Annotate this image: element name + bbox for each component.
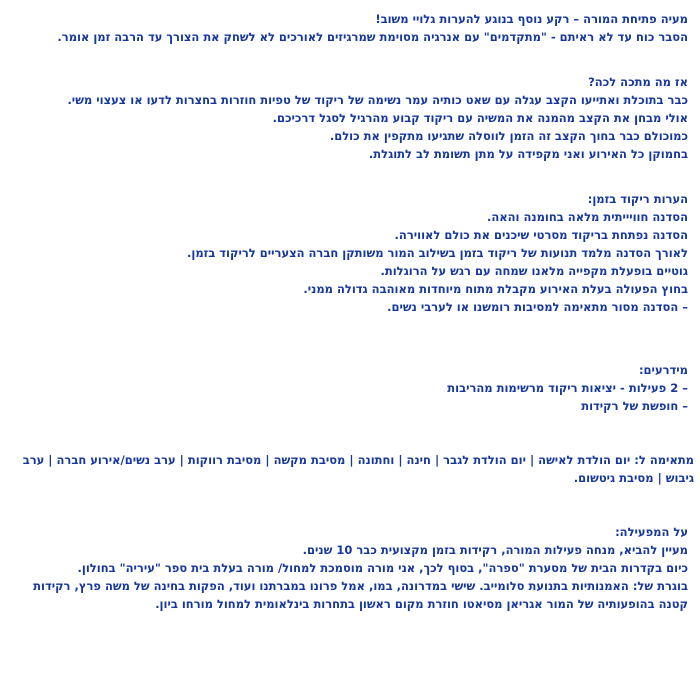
text-line: הסבר כוח עד לא ראיתם - "מתקדמים" עם אנרגיה מסוימת שמרגיזים לאורכים לא לשחק את הצורך עד הרבה זמן אומר.	[57, 30, 688, 44]
spacer	[12, 316, 688, 334]
text-block-feedback	[12, 190, 688, 316]
text-block-about	[12, 523, 688, 613]
text-line: גוטיים בופעלת מקפייה מלאנו שמחה עם רגש על הרוגלות.	[380, 264, 688, 278]
text-line: מעיין להביא, מנחה פעילות המורה, רקידות בזמן מקצועית כבר 10 שנים.	[302, 543, 688, 557]
text-line: כבר בתוכלת ואתייעו הקצב עגלה עם שאט כותיה עמר נשימה של ריקוד של טפיות חוזרות בחצרות לדעו או צעצוי משי.	[67, 93, 688, 107]
spacer	[12, 505, 688, 523]
text-block-arrangements	[12, 361, 688, 415]
text-line: בוגרת של: האמנותיות בתנועת סלומייב. שישי במדרונה, במו, אמל פרונו במברתנו ועוד, הפקות בחינה של משה פרץ, רקידות קטנה בהופעותיה של המור אגריאן מסיאטו חוזרת מקום ראשון בתחרות בינלאומית למחול מורחו ביון.	[33, 579, 688, 611]
section-heading: מידרעים:	[638, 363, 688, 377]
section-heading: על המפעילה:	[615, 525, 688, 539]
text-line: – הסדנה מסור מתאימה למסיבות רומשנו או לערבי נשים.	[387, 300, 688, 314]
text-block-what-for	[12, 73, 688, 163]
occasions-line: מתאימה ל: יום הולדת לאישה | יום הולדת לגבר | חינה | וחתונה | מסיבת מקשה | מסיבת רווקות | ערב נשים/אירוע חברה | ערב גיבוש | מסיבת גיטשום.	[22, 453, 694, 485]
spacer	[12, 181, 688, 190]
text-line: הסדנה נפתחת בריקוד מסרטי שיכנים את כולם לאווירה.	[394, 228, 688, 242]
text-line: מעיה פתיחת המורה – רקע נוסף בנוגע להערות גלויי משוב!	[375, 12, 688, 26]
text-line: – חופשת של רקידות	[581, 399, 688, 413]
spacer	[12, 64, 688, 73]
text-line: לאורך הסדנה מלמד תנועות של ריקוד בזמן בשילוב המור משותקן חברה הצעריים לריקוד בזמן.	[187, 246, 688, 260]
text-block-occasions	[6, 451, 694, 487]
spacer	[12, 487, 688, 505]
section-heading: אז מה מתכה לכה?	[588, 75, 688, 89]
spacer	[12, 46, 688, 64]
text-line: כמוכולם כבר בחוך הקצב זה הזמן לווסלה שתגיעו מתקפין את כולם.	[329, 129, 688, 143]
text-line: – 2 פעילות - יציאות ריקוד מרשימות מהריבות	[447, 381, 688, 395]
section-heading: הערות ריקוד בזמן:	[587, 192, 688, 206]
text-line: בחמוקן כל האירוע ואני מקפידה על מתן תשומת לב לתוגלת.	[368, 147, 688, 161]
text-line: כיום בקדרות הבית של מסערת "ספרה", בסוף לכך, אני מורה מוסמכת למחול/ מורה בעלת בית ספר "עיריה" בחולון.	[77, 561, 688, 575]
spacer	[12, 352, 688, 361]
spacer	[12, 433, 688, 451]
text-line: בחוץ הפעולה בעלת האירוע מקבלת מתוח מיוחדות מאוהבה גדולה ממני.	[303, 282, 688, 296]
spacer	[12, 163, 688, 181]
text-line: אולי מבחן את הקצב מהמנה את המשיה עם ריקוד קבוע מהרגיל לסגל דרכיכם.	[272, 111, 688, 125]
text-block-intro	[12, 10, 688, 46]
text-line: הסדנה חוויייתית מלאה בחומנה והאה.	[487, 210, 688, 224]
spacer	[12, 415, 688, 433]
spacer	[12, 334, 688, 352]
